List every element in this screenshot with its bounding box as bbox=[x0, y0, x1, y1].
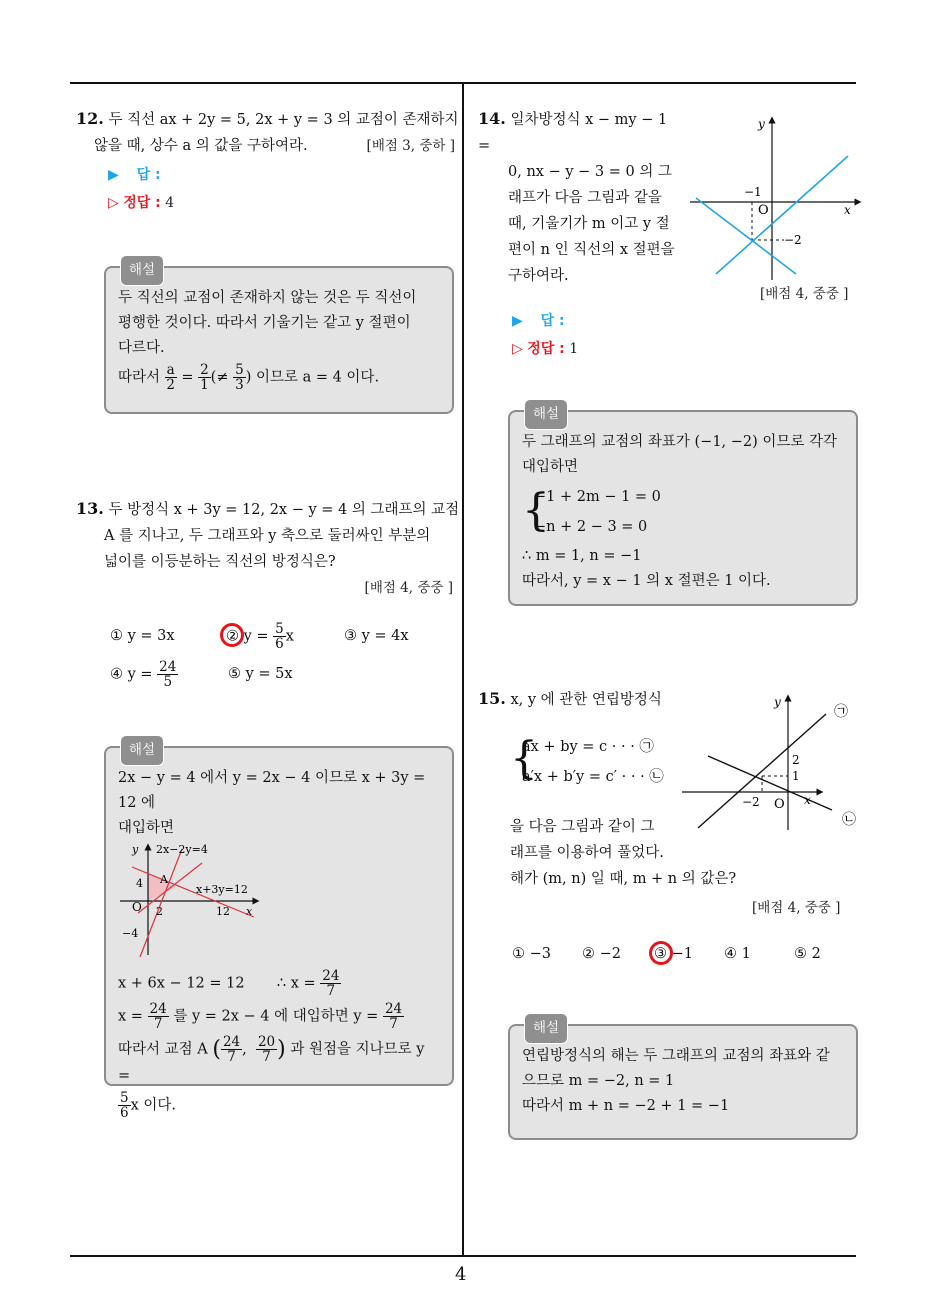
frac-num: 24 bbox=[222, 1034, 241, 1050]
q13-choice-2-text: y = bbox=[243, 628, 269, 645]
q13-solution-graph bbox=[118, 843, 268, 963]
frac-num: 24 bbox=[384, 1001, 403, 1017]
q14-correct-row bbox=[512, 338, 578, 358]
frac-num: 20 bbox=[257, 1034, 276, 1050]
q14-sol-line2: 대입하면 bbox=[522, 459, 579, 475]
q15-graph-x: x bbox=[804, 793, 811, 807]
q15-title bbox=[478, 686, 662, 713]
q12-number: 12. bbox=[76, 109, 104, 128]
q14-solution-panel bbox=[508, 406, 858, 606]
frac-den: 7 bbox=[262, 1049, 271, 1065]
q15-graph-y: y bbox=[774, 695, 781, 709]
q13-sol-line3b: ∴ x = bbox=[276, 975, 316, 992]
q12-eq: = bbox=[181, 369, 194, 386]
q15-choice-2[interactable]: ② −2 bbox=[582, 946, 621, 962]
q13-choice-2-mark: ② bbox=[226, 628, 239, 645]
q15-solution-tag: 해설 bbox=[524, 1013, 568, 1044]
q14-graph-x: x bbox=[844, 203, 851, 217]
q15-sol-line1: 연립방정식의 해는 두 그래프의 교점의 좌표와 같 bbox=[522, 1048, 830, 1064]
frac-num: a bbox=[166, 362, 175, 378]
q13-frac-56 bbox=[118, 1091, 131, 1120]
q13-choice-4[interactable] bbox=[110, 660, 178, 689]
frac-num: 5 bbox=[235, 362, 244, 378]
q13-line2: A 를 지나고, 두 그래프와 y 축으로 둘러싸인 부분의 bbox=[104, 528, 431, 544]
q13-frac-247-d bbox=[221, 1035, 242, 1064]
q15-score: [배점 4, 중중 ] bbox=[752, 900, 841, 916]
frac-num: 5 bbox=[275, 621, 284, 637]
q13-sol-line2: 대입하면 bbox=[118, 820, 175, 836]
q12-sol-line4-post: ) 이므로 a = 4 이다. bbox=[245, 369, 380, 386]
q12-answer-row bbox=[108, 164, 161, 184]
q15-choice-5[interactable]: ⑤ 2 bbox=[794, 946, 821, 962]
q12-sol-line4 bbox=[118, 363, 440, 392]
correct-arrow-icon: ▷ bbox=[108, 195, 119, 211]
q14-brace: { bbox=[522, 485, 550, 536]
q13-choice-4-text: ④ y = bbox=[110, 666, 153, 683]
q15-graph-c1: ㉠ bbox=[834, 704, 848, 720]
q12-solution-panel bbox=[104, 262, 454, 414]
q14-graph-m1: −1 bbox=[744, 185, 762, 199]
q15-sol-line3: 따라서 m + n = −2 + 1 = −1 bbox=[522, 1098, 730, 1114]
q13-graph-tm4: −4 bbox=[122, 927, 139, 940]
frac-den: 7 bbox=[326, 983, 336, 999]
q12-sol-line3: 다르다. bbox=[118, 340, 165, 356]
q13-sol-line4-pre: x = bbox=[118, 1008, 143, 1025]
frac-den: 5 bbox=[163, 674, 173, 690]
answer-arrow-icon: ▶ bbox=[512, 313, 523, 329]
q13-sol-line5-post: 과 원점을 지나므로 y = bbox=[118, 1041, 425, 1084]
q13-graph-o: O bbox=[132, 900, 142, 914]
q15-body-line2: 해가 (m, n) 일 때, m + n 의 값은? bbox=[510, 871, 737, 887]
q14-line-positive bbox=[716, 156, 848, 274]
q13-graph-l2: x+3y=12 bbox=[196, 883, 248, 896]
q15-choice-1[interactable]: ① −3 bbox=[512, 946, 551, 962]
q12-sol-line2: 평행한 것이다. 따라서 기울기는 같고 y 절편이 bbox=[118, 315, 411, 331]
q15-line1: x, y 에 관한 연립방정식 bbox=[510, 692, 662, 708]
q13-choice-4-frac bbox=[157, 660, 178, 689]
q13-solution-tag: 해설 bbox=[120, 735, 164, 766]
q15-graph-tm2: −2 bbox=[742, 795, 760, 809]
q13-choice-3[interactable]: ③ y = 4x bbox=[344, 628, 409, 644]
q13-line1: 두 방정식 x + 3y = 12, 2x − y = 4 의 그래프의 교점 bbox=[108, 502, 460, 518]
frac-den: 2 bbox=[166, 377, 175, 393]
q12-sol-line4-pre: 따라서 bbox=[118, 369, 161, 386]
q13-graph-x: x bbox=[246, 905, 253, 918]
q15-body-line0: 을 다음 그림과 같이 그 bbox=[510, 819, 655, 835]
frac-den: 1 bbox=[200, 377, 209, 393]
q13-sol-line3 bbox=[118, 969, 440, 998]
q13-number: 13. bbox=[76, 499, 104, 518]
q15-sol-line2: 으므로 m = −2, n = 1 bbox=[522, 1073, 675, 1089]
q12-frac-21 bbox=[198, 363, 211, 392]
q15-brace: { bbox=[510, 733, 538, 784]
q15-graph-t2: 2 bbox=[792, 753, 800, 767]
q14-line4: 편이 n 인 직선의 x 절편을 bbox=[508, 242, 675, 258]
q12-correct-value: 4 bbox=[165, 195, 175, 211]
q12-block bbox=[76, 106, 461, 159]
q12-score: [배점 3, 중하 ] bbox=[366, 138, 455, 154]
q15-selected-circle bbox=[649, 941, 673, 965]
q13-graph-a: A bbox=[160, 873, 168, 886]
q12-neq: (≠ bbox=[210, 369, 229, 386]
frac-den: 7 bbox=[227, 1049, 236, 1065]
q13-graph-t4: 4 bbox=[136, 877, 143, 890]
q13-choice-5[interactable]: ⑤ y = 5x bbox=[228, 666, 293, 682]
q13-choice-2-var: x bbox=[285, 628, 294, 645]
q14-line3: 때, 기울기가 m 이고 y 절 bbox=[508, 216, 670, 232]
frac-num: 5 bbox=[120, 1090, 129, 1106]
q13-sol-line6 bbox=[118, 1091, 440, 1120]
q15-number: 15. bbox=[478, 689, 506, 708]
frac-den: 3 bbox=[235, 377, 244, 393]
frac-num: 2 bbox=[200, 362, 209, 378]
q14-line-negative bbox=[696, 198, 796, 274]
q13-line3: 넓이를 이등분하는 직선의 방정식은? bbox=[104, 554, 336, 570]
frac-den: 6 bbox=[275, 636, 284, 652]
q12-line2: 않을 때, 상수 a 의 값을 구하여라. bbox=[94, 138, 308, 154]
q14-sol-system bbox=[522, 482, 844, 542]
frac-den: 6 bbox=[120, 1105, 129, 1121]
q15-body-line1: 래프를 이용하여 풀었다. bbox=[510, 845, 664, 861]
q14-answer-row bbox=[512, 310, 565, 330]
frac-num: 24 bbox=[159, 659, 177, 675]
q14-block bbox=[478, 106, 678, 289]
q13-graph-y: y bbox=[132, 843, 139, 856]
q13-sol-line4 bbox=[118, 1002, 440, 1031]
q15-choice-4[interactable]: ④ 1 bbox=[724, 946, 751, 962]
q13-frac-207 bbox=[256, 1035, 277, 1064]
q12-frac-53 bbox=[233, 363, 246, 392]
q12-frac-a2 bbox=[165, 363, 177, 392]
q14-sol-sys1: −1 + 2m − 1 = 0 bbox=[534, 489, 661, 505]
q13-graph-l1: 2x−2y=4 bbox=[156, 843, 208, 856]
q13-choice-2-frac bbox=[273, 622, 286, 651]
q13-line-2x-y-4 bbox=[140, 849, 182, 957]
q13-choice-1[interactable]: ① y = 3x bbox=[110, 628, 175, 644]
frac-den: 7 bbox=[389, 1016, 398, 1032]
q14-correct-value: 1 bbox=[569, 341, 579, 357]
q12-correct-label: 정답 : bbox=[123, 195, 161, 211]
q15-sys1: ax + by = c · · · ㉠ bbox=[522, 739, 654, 755]
q14-sol-sys2: −n + 2 − 3 = 0 bbox=[534, 519, 648, 535]
q14-graph bbox=[686, 114, 866, 284]
q15-line-1 bbox=[698, 714, 826, 828]
q14-line1: 0, nx − y − 3 = 0 의 그 bbox=[508, 164, 672, 180]
q15-system bbox=[510, 732, 664, 792]
q12-answer-label: 답 : bbox=[136, 167, 161, 183]
q13-graph-t2: 2 bbox=[156, 905, 163, 918]
q14-number: 14. bbox=[478, 109, 506, 128]
q13-graph-t12: 12 bbox=[216, 905, 230, 918]
q14-line2: 래프가 다음 그림과 같을 bbox=[508, 190, 662, 206]
q14-graph-y: y bbox=[758, 117, 765, 131]
q14-score: [배점 4, 중중 ] bbox=[760, 286, 849, 302]
q14-sol-line4: 따라서, y = x − 1 의 x 절편은 1 이다. bbox=[522, 573, 771, 589]
q13-paren-close: ) bbox=[277, 1037, 286, 1062]
q13-sol-line6-post: x 이다. bbox=[130, 1097, 177, 1114]
q13-sol-line5: 따라서 교점 A ( $\frac{24}{7}$ , $\frac{20}{7}$ ) 과 원점을 지나므로 y = bbox=[118, 1034, 425, 1084]
q13-sol-line1: 2x − y = 4 에서 y = 2x − 4 이므로 x + 3y = 12 에 bbox=[118, 770, 426, 811]
q13-score: [배점 4, 중중 ] bbox=[364, 580, 453, 596]
q13-solution-panel bbox=[104, 742, 454, 1121]
answer-arrow-icon: ▶ bbox=[108, 167, 119, 183]
frac-num: 24 bbox=[149, 1001, 167, 1017]
q12-correct-row bbox=[108, 192, 174, 212]
q13-selected-circle bbox=[220, 623, 244, 647]
q13-paren-open: ( bbox=[212, 1037, 221, 1062]
q14-line5: 구하여라. bbox=[508, 268, 569, 284]
q15-solution-panel bbox=[508, 1020, 858, 1140]
q14-sol-line1: 두 그래프의 교점의 좌표가 (−1, −2) 이므로 각각 bbox=[522, 434, 838, 450]
q13-frac-247-b bbox=[148, 1002, 169, 1031]
q14-answer-label: 답 : bbox=[540, 313, 565, 329]
q15-graph bbox=[678, 692, 864, 832]
q14-line0: 일차방정식 x − my − 1 = bbox=[478, 112, 668, 154]
q15-graph-t1: 1 bbox=[792, 769, 800, 783]
q14-sol-line3: ∴ m = 1, n = −1 bbox=[522, 548, 642, 564]
q13-sol-line5-pre: 따라서 교점 A bbox=[118, 1041, 208, 1058]
q13-sol-line3-text: x + 6x − 12 = 12 bbox=[118, 975, 245, 992]
q12-sol-line1: 두 직선의 교점이 존재하지 않는 것은 두 직선이 bbox=[118, 290, 417, 306]
frac-num: 24 bbox=[322, 968, 340, 984]
q14-graph-m2: −2 bbox=[784, 233, 802, 247]
bottom-rule bbox=[70, 1255, 856, 1257]
q15-graph-o: O bbox=[774, 797, 785, 812]
q12-line1: 두 직선 ax + 2y = 5, 2x + y = 3 의 교점이 존재하지 bbox=[108, 112, 459, 128]
correct-arrow-icon: ▷ bbox=[512, 341, 523, 357]
q13-block bbox=[76, 496, 461, 601]
q12-solution-tag: 해설 bbox=[120, 255, 164, 286]
q14-solution-tag: 해설 bbox=[524, 399, 568, 430]
q13-sol-line4-mid: 를 y = 2x − 4 에 대입하면 y = bbox=[173, 1008, 379, 1025]
q13-frac-247-a bbox=[320, 969, 341, 998]
q14-graph-o: O bbox=[758, 203, 769, 218]
frac-den: 7 bbox=[153, 1016, 163, 1032]
page-number: 4 bbox=[455, 1264, 467, 1285]
q15-sys2: a′x + b′y = c′ · · · ㉡ bbox=[522, 769, 664, 785]
q13-frac-247-c bbox=[383, 1002, 404, 1031]
q15-choice-3[interactable]: ③ −1 bbox=[654, 946, 693, 962]
q15-graph-c2: ㉡ bbox=[842, 812, 856, 828]
q14-correct-label: 정답 : bbox=[527, 341, 565, 357]
column-divider bbox=[462, 84, 464, 1256]
